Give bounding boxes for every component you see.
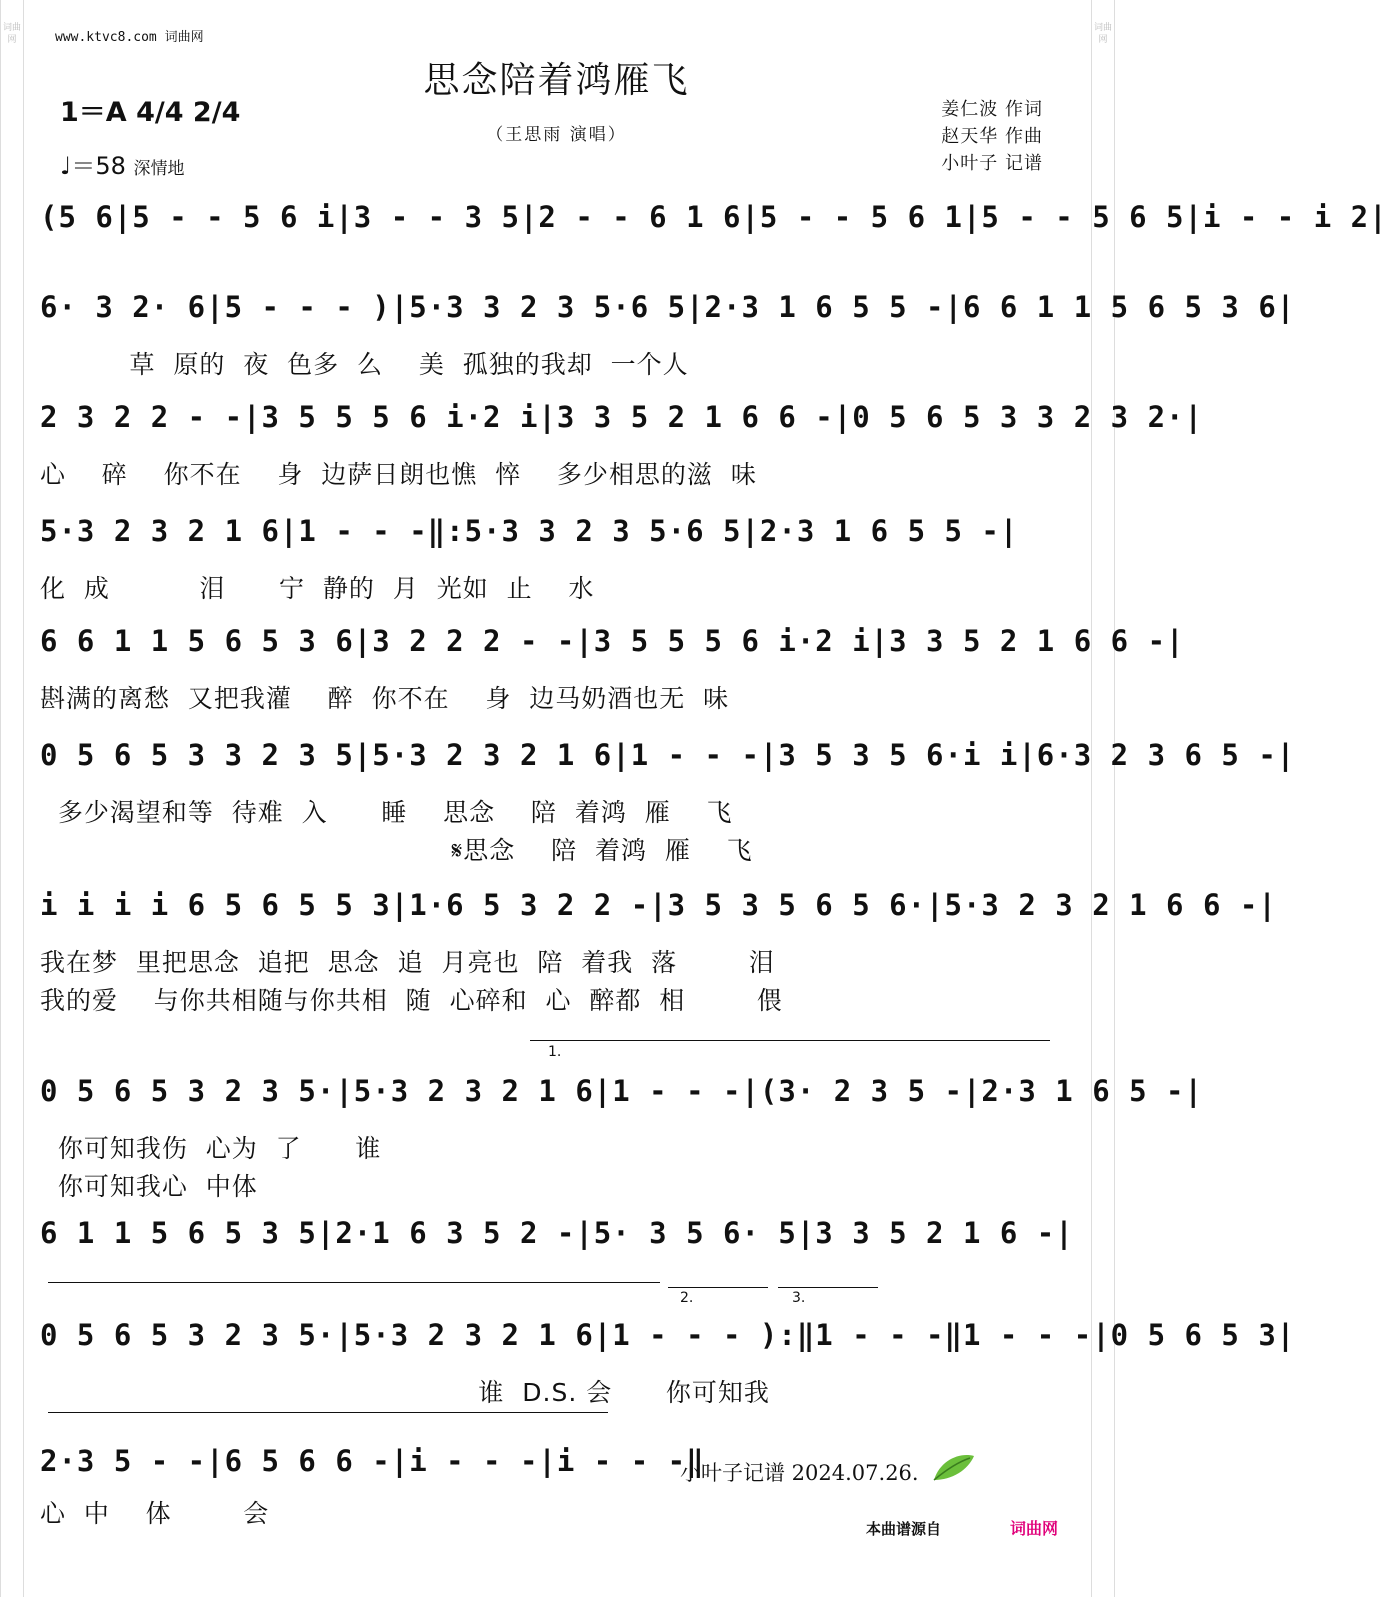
transcriber-credit: 小叶子 记谱 xyxy=(941,153,1043,174)
notation-line: 0 5 6 5 3 2 3 5·|5·3 2 3 2 1 6|1 - - -|(3· 2 3 5 -|2·3 1 6 5 -| xyxy=(40,1074,1203,1108)
lyric-line: 你可知我伤 心为 了 谁 xyxy=(40,1134,382,1163)
lyric-line: 多少渴望和等 待难 入 睡 思念 陪 着鸿 雁 飞 xyxy=(40,798,733,827)
notation-line: 6 1 1 5 6 5 3 5|2·1 6 3 5 2 -|5· 3 5 6· 5|3 3 5 2 1 6 -| xyxy=(40,1216,1074,1250)
notation-line: 2 3 2 2 - -|3 5 5 5 6 i·2 i|3 3 5 2 1 6 6 -|0 5 6 5 3 3 2 3 2·| xyxy=(40,400,1203,434)
lyric-line: 心 中 体 会 xyxy=(40,1499,270,1528)
lyric-line: 谁 D.S. 会 你可知我 xyxy=(40,1378,770,1407)
volta-line xyxy=(668,1287,768,1288)
tempo xyxy=(60,146,185,181)
key-signature: 1＝A 4/4 2/4 xyxy=(60,97,241,128)
lyric-line: 化 成 泪 宁 静的 月 光如 止 水 xyxy=(40,574,595,603)
volta-line xyxy=(48,1282,660,1283)
left-watermark-strip xyxy=(0,0,24,1597)
composer-credit: 赵天华 作曲 xyxy=(941,126,1043,147)
notation-line: (5 6|5 - - 5 6 i|3 - - 3 5|2 - - 6 1 6|5 - - 5 6 1|5 - - 5 6 5|i - - i 2| xyxy=(40,200,1388,234)
lyric-line: 你可知我心 中体 xyxy=(40,1172,258,1201)
source-label: 本曲谱源自 xyxy=(866,1520,942,1538)
lyric-line: 草 原的 夜 色多 么 美 孤独的我却 一个人 xyxy=(40,350,689,379)
notation-line: 0 5 6 5 3 3 2 3 5|5·3 2 3 2 1 6|1 - - -|3 5 3 5 6·i i|6·3 2 3 6 5 -| xyxy=(40,738,1296,772)
lyric-line: 我的爱 与你共相随与你共相 随 心碎和 心 醉都 相 偎 xyxy=(40,986,783,1015)
lyric-line: 我在梦 里把思念 追把 思念 追 月亮也 陪 着我 落 泪 xyxy=(40,948,775,977)
notation-line: i i i i 6 5 6 5 5 3|1·6 5 3 2 2 -|3 5 3 5 6 5 6·|5·3 2 3 2 1 6 6 -| xyxy=(40,888,1277,922)
notation-line: 6 6 1 1 5 6 5 3 6|3 2 2 2 - -|3 5 5 5 6 i·2 i|3 3 5 2 1 6 6 -| xyxy=(40,624,1185,658)
watermark-text: 词曲网 xyxy=(2,23,21,45)
source-site-link[interactable]: 词曲网 xyxy=(1010,1519,1059,1538)
notation-line: 2·3 5 - -|6 5 6 6 -|i - - -|i - - -‖ xyxy=(40,1444,705,1478)
volta-line xyxy=(778,1287,878,1288)
watermark-text: 词曲网 xyxy=(1093,23,1112,45)
credits xyxy=(941,96,1043,177)
song-title: 思念陪着鸿雁飞 xyxy=(423,60,690,101)
volta-1: 1. xyxy=(548,1044,562,1060)
notation-line: 6· 3 2· 6|5 - - - )|5·3 3 2 3 5·6 5|2·3 1 6 5 5 -|6 6 1 1 5 6 5 3 6| xyxy=(40,290,1296,324)
volta-2: 2. xyxy=(680,1290,694,1306)
lyric-line: 𝄋思念 陪 着鸿 雁 飞 xyxy=(40,836,753,865)
expression-mark: 深情地 xyxy=(133,159,185,179)
singer-line: （王思雨 演唱） xyxy=(486,125,627,145)
transcription-note: 小叶子记谱 2024.07.26. xyxy=(680,1461,919,1485)
lyric-line: 心 碎 你不在 身 边萨日朗也憔 悴 多少相思的滋 味 xyxy=(40,460,757,489)
coda-line xyxy=(48,1412,608,1413)
lyric-line: 斟满的离愁 又把我灌 醉 你不在 身 边马奶酒也无 味 xyxy=(40,684,730,713)
volta-3: 3. xyxy=(792,1290,806,1306)
notation-line: 5·3 2 3 2 1 6|1 - - -‖:5·3 3 2 3 5·6 5|2·3 1 6 5 5 -| xyxy=(40,514,1019,548)
right-watermark-strip xyxy=(1091,0,1115,1597)
site-url[interactable]: www.ktvc8.com 词曲网 xyxy=(55,30,204,45)
tempo-value: ♩＝58 xyxy=(60,152,126,180)
notation-line: 0 5 6 5 3 2 3 5·|5·3 2 3 2 1 6|1 - - - ):‖1 - - -‖1 - - -|0 5 6 5 3| xyxy=(40,1318,1296,1352)
leaf-icon xyxy=(930,1450,976,1484)
lyricist-credit: 姜仁波 作词 xyxy=(941,99,1043,120)
volta-line xyxy=(530,1040,1050,1041)
